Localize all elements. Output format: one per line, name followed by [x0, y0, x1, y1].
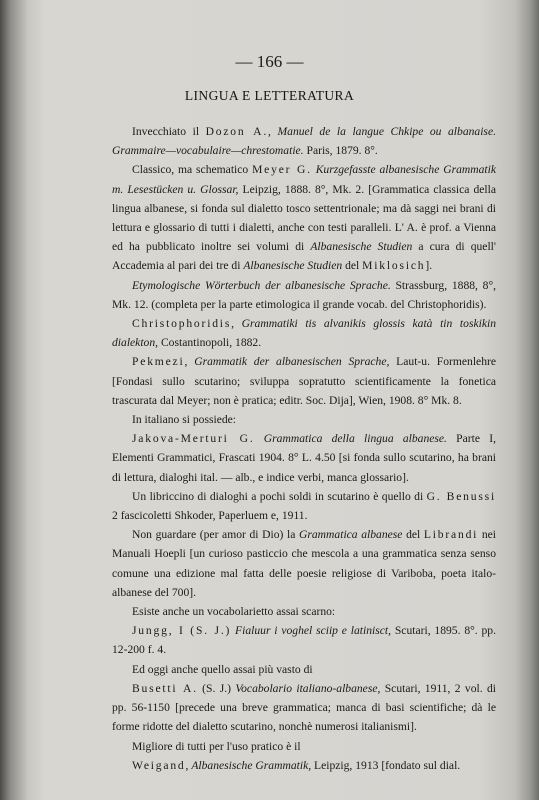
entry-vocab — [112, 602, 496, 621]
body-text-run: Migliore di tutti per l'uso pratico è il — [132, 739, 301, 753]
author-name: Dozon A. — [205, 125, 269, 138]
body-text-run: Strassburg, 1888, 8°, Mk. 12. (completa per la parte etimologica il grande vocab. del Christophoridis). — [112, 278, 496, 311]
title-text: Albanesische Studien — [310, 240, 413, 254]
entry-italiano — [112, 410, 496, 429]
author-name: Miklosich — [362, 259, 426, 273]
entry-busetti — [112, 679, 496, 737]
body-text-run: Scutari, 1895. 8°. pp. 12-200 f. 4. — [112, 624, 496, 657]
body-text-run: Costantinopoli, 1882. — [158, 336, 262, 350]
title-text: Grammatik der albanesischen Sprache, — [194, 355, 390, 369]
body-text-run: 2 fascicoletti Shkoder, Paperluem e, 1911. — [112, 509, 308, 523]
entry-pekmezi — [112, 352, 496, 410]
author-name: Jungg, I (S. J.) — [132, 624, 232, 638]
entry-benussi — [112, 487, 496, 525]
title-text: Fialuur i voghel sciip e latinisct, — [235, 624, 392, 638]
entry-dozon — [112, 122, 496, 160]
title-text: Albanesische Grammatik, — [191, 758, 312, 772]
body-text-run: nei Manuali Hoepli [un curioso pasticcio che mescola a una grammatica senza senso comune una edizione mal fatta delle poesie religiose di Variboba, poeta italo-albanese del 700]. — [112, 528, 496, 599]
body-text-run: In italiano si possiede: — [132, 413, 237, 427]
entry-christo — [112, 314, 496, 352]
author-name: G. Benussi — [426, 489, 496, 503]
body-text-run: Classico, ma schematico — [132, 163, 253, 177]
entry-jakova — [112, 429, 496, 487]
author-name: Weigand — [132, 758, 186, 772]
author-name: Busetti A. — [132, 681, 198, 695]
body-text-run: , — [185, 758, 192, 772]
body-text-run — [255, 432, 264, 445]
author-name: Meyer G. — [252, 163, 312, 177]
entry-librandi — [112, 525, 496, 602]
body-text-run: (S. J.) — [197, 681, 236, 695]
title-text: Albanesische Studien — [243, 259, 343, 273]
body-text-run: a cura di quell' Accademia al pari dei tre di — [112, 240, 496, 273]
body-text-run: Ed oggi anche quello assai più vasto di — [132, 662, 313, 676]
body-text-run: Leipzig, 1913 [fondato sul dial. — [311, 758, 461, 772]
author-name: Christophoridis — [132, 317, 232, 331]
title-text: Kurzgefasste albanesische Grammatik m. Lesestücken u. Glossar, — [112, 163, 497, 196]
body-text-run: Esiste anche un vocabolarietto assai scarno: — [132, 605, 336, 619]
entry-oggi — [112, 660, 496, 679]
body-text-run: , — [231, 317, 242, 331]
body-text-run: Laut-u. Formenlehre [Fondasi sullo scutarino; sviluppa sopratutto scientificamente la fonetica trascurata dal Meyer; non è pratica; editr. Soc. Dija], Wien, 1908. 8° Mk. 8. — [112, 355, 497, 407]
body-text-run: Parte I, Elementi Grammatici, Frascati 1904. 8° L. 4.50 [si fonda sullo scutarino, ha brani di lettura, dialoghi ital. — alb., e indice verbi, manca glossario]. — [112, 432, 496, 484]
entry-etym — [112, 276, 496, 314]
section-heading: LINGUA E LETTERATURA — [184, 88, 355, 103]
body-text-run: Leipzig, 1888. 8°, Mk. 2. [Grammatica classica della lingua albanese, si fonda sul dialetto tosco settentrionale; ma dà saggi nei brani di lettura e glossario di tutti i dialetti, anche con testi paralleli. L' A. è prof. a Vienna ed ha pubblicato inoltre sei volumi di — [112, 182, 496, 254]
title-text: Grammatiki tis alvanikis glossis katà tin toskikin dialekton, — [112, 317, 496, 350]
entry-meyer — [112, 160, 496, 275]
body-text-run: Invecchiato il — [132, 125, 206, 138]
body-text-run: Paris, 1879. 8°. — [303, 144, 378, 158]
title-text: Grammatica albanese — [299, 528, 403, 542]
body-text-run: , — [184, 355, 195, 369]
entry-jungg — [112, 621, 496, 659]
entry-migliore — [112, 737, 496, 756]
title-text: Etymologische Wörterbuch der albanesische Sprache. — [132, 278, 391, 292]
bibliography-text — [112, 122, 496, 775]
body-text-run: , — [268, 125, 278, 138]
author-name: Librandi — [423, 528, 479, 542]
body-text-run: del — [402, 528, 424, 542]
body-text-run: del — [342, 259, 363, 273]
body-text-run: Non guardare (per amor di Dio) la — [132, 528, 299, 542]
body-text-run: Un libriccino di dialoghi a pochi soldi in scutarino è quello di — [132, 489, 427, 503]
title-text: Vocabolario italiano-albanese, — [235, 681, 381, 695]
body-text-run: ]. — [425, 259, 433, 273]
title-text: Grammatica della lingua albanese. — [263, 432, 447, 446]
entry-weigand — [112, 756, 496, 775]
author-name: Pekmezi — [132, 355, 185, 369]
page-number: — 166 — — [235, 52, 304, 71]
body-text-run: Scutari, 1911, 2 vol. di pp. 56-1150 [precede una breve grammatica; manca di basi scientifiche; dà le forme ridotte del dialetto scutarino, nonchè numerosi italianismi]. — [112, 681, 496, 734]
title-text: Manuel de la langue Chkipe ou albanaise. Grammaire—vocabulaire—chrestomatie. — [112, 125, 496, 158]
author-name: Jakova-Merturi G. — [132, 432, 255, 446]
